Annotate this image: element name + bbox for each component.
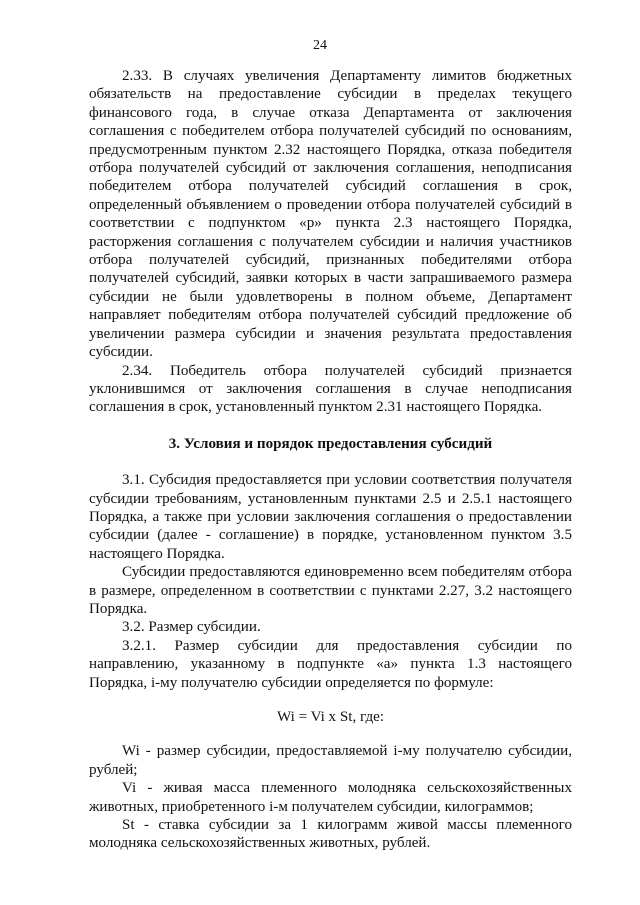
paragraph-subsidies-one-time: Субсидии предоставляются единовременно всем победителям отбора в размере, определенном в соответствии с пунктами 2.27, 3.2 настоящего Порядка. xyxy=(89,564,572,617)
formula: Wi = Vi x St, где: xyxy=(276,709,385,725)
section-heading: 3. Условия и порядок предоставления субсидий xyxy=(168,435,493,452)
paragraph-3-2: 3.2. Размер субсидии. xyxy=(122,619,261,636)
paragraph-2-34: 2.34. Победитель отбора получателей субсидий признается уклонившимся от заключения соглашения в случае неподписания соглашения в срок, установленный пунктом 2.31 настоящего Порядка. xyxy=(89,362,572,416)
definition-vi: Vi - живая масса племенного молодняка сельскохозяйственных животных, приобретенного i-м получателем субсидии, килограммов; xyxy=(89,780,572,815)
paragraph-3-1: 3.1. Субсидия предоставляется при условии соответствия получателя субсидии требованиям, установленным пунктами 2.5 и 2.5.1 настоящего Порядка, а также при условии заключения соглашения о предоставлении субсидии (далее - соглашение) в порядке, установленном пунктом 3.5 настоящего Порядка. xyxy=(89,472,572,562)
paragraph-2-33: 2.33. В случаях увеличения Департаменту лимитов бюджетных обязательств на предоставление субсидии в пределах текущего финансового года, в случае отказа Департамента от заключения соглашения с победителем отбора получателей субсидий по основаниям, предусмотренным пунктом 2.32 настоящего Порядка, отказа победителя отбора получателей субсидий от заключения соглашения, неподписания победителем отбора получателей субсидий соглашения в срок, определенный объявлением о проведении отбора получателей субсидий в соответствии с подпунктом «р» пункта 2.3 настоящего Порядка, расторжения соглашения с получателем субсидии и наличия участников отбора получателей субсидий, признанных победителями отбора получателей субсидий, заявки которых в части запрашиваемого размера субсидии не были удовлетворены в полном объеме, Департамент направляет победителям отбора получателей субсидий предложение об увеличении размера субсидии и значения результата предоставления субсидии. xyxy=(89,68,572,361)
document-body xyxy=(89,67,572,853)
page-number: 24 xyxy=(313,38,327,53)
paragraph-3-2-1: 3.2.1. Размер субсидии для предоставления субсидии по направлению, указанному в подпункте «а» пункта 1.3 настоящего Порядка, i-му получателю субсидии определяется по формуле: xyxy=(89,637,572,691)
definition-wi: Wi - размер субсидии, предоставляемой i-му получателю субсидии, рублей; xyxy=(89,743,572,778)
definition-st: St - ставка субсидии за 1 килограмм живой массы племенного молодняка сельскохозяйственных животных, рублей. xyxy=(89,817,572,852)
